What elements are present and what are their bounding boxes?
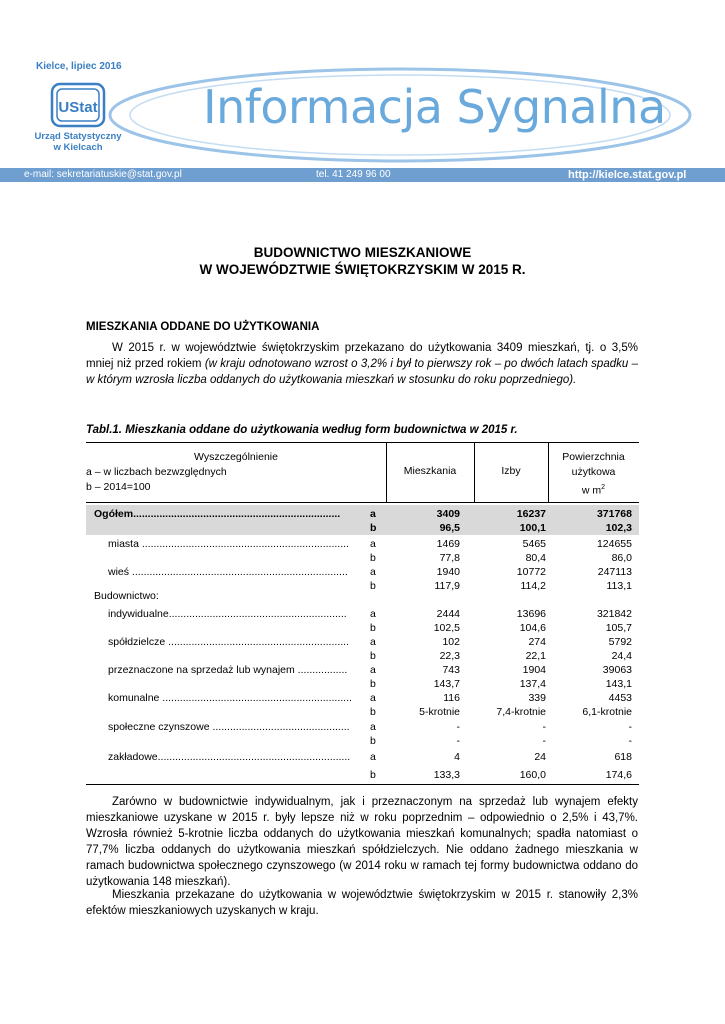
cell-powierzchnia-b: -	[628, 735, 632, 747]
logo-text: UStat	[58, 99, 98, 116]
cell-powierzchnia-a: 124655	[596, 538, 632, 550]
cell-mieszkania-b: 117,9	[434, 580, 460, 592]
table-row	[86, 748, 639, 784]
row-marker-b: b	[370, 678, 376, 690]
group-label: Budownictwo:	[94, 590, 159, 602]
cell-mieszkania-b: 102,5	[433, 622, 460, 634]
cell-powierzchnia-b: 113,1	[606, 580, 632, 592]
cell-izby-b: 7,4-krotnie	[496, 706, 546, 718]
cell-izby-b: 104,6	[519, 622, 546, 634]
cell-powierzchnia-a: 39063	[602, 664, 632, 676]
paragraph-3-text: Mieszkania przekazane do użytkowania w województwie świętokrzyskim w 2015 r. stanowiły 2,3% efektów mieszkaniowych uzyskanych w kraju.	[86, 889, 638, 917]
cell-izby-a: 10772	[516, 566, 546, 578]
cell-powierzchnia-b: 24,4	[611, 650, 632, 662]
header-col3-sup: 2	[601, 484, 606, 491]
row-label: społeczne czynszowe ...............................................	[108, 721, 350, 733]
cell-izby-b: 137,4	[519, 678, 546, 690]
cell-izby-a: 13696	[516, 608, 546, 620]
table-header-rule	[86, 502, 639, 503]
table-header	[86, 442, 639, 502]
section-heading: MIESZKANIA ODDANE DO UŻYTKOWANIA	[86, 321, 320, 333]
cell-izby-a: 24	[534, 751, 546, 763]
cell-mieszkania-b: 96,5	[439, 522, 460, 534]
row-marker-a: a	[370, 538, 376, 550]
cell-izby-b: -	[542, 735, 546, 747]
cell-mieszkania-a: 2444	[436, 608, 460, 620]
table-row	[86, 689, 639, 719]
cell-izby-a: 339	[528, 692, 546, 704]
row-label: zakładowe..................................................................	[108, 751, 351, 763]
row-marker-b: b	[370, 580, 376, 592]
cell-mieszkania-b: 143,7	[433, 678, 460, 690]
cell-powierzchnia-a: 618	[614, 751, 632, 763]
title-line-1: BUDOWNICTWO MIESZKANIOWE	[253, 245, 472, 260]
cell-izby-b: 80,4	[525, 552, 546, 564]
cell-mieszkania-a: 3409	[436, 508, 460, 520]
header-col3-line3	[548, 480, 639, 499]
paragraph-2-text: Zarówno w budownictwie indywidualnym, jak i przeznaczonym na sprzedaż lub wynajem efekty mieszkaniowe uzyskane w 2015 r. były lepsze niż w roku poprzednim – odpowiednio o 2,5% i 43,7%. Wzrosła również 5-krotnie liczba oddanych do użytkowania mieszkań komunalnych; spadła natomiast o 77,7% liczba oddanych do użytkowania mieszkań spółdzielczych. Nie oddano żadnego mieszkania w ramach budownictwa społecznego czynszowego (w 2014 roku w ramach tej formy budownictwa oddano do użytkowania 148 mieszkań).	[86, 796, 638, 888]
header-legend-b: b – 2014=100	[86, 481, 151, 493]
header-col3-line1: Powierzchnia	[562, 451, 625, 463]
contact-email[interactable]: e-mail: sekretariatuskie@stat.gov.pl	[24, 169, 182, 180]
cell-mieszkania-a: 1469	[436, 538, 460, 550]
cell-powierzchnia-a: 247113	[597, 566, 632, 578]
org-name	[20, 131, 136, 153]
row-marker-b: b	[370, 735, 376, 747]
cell-powierzchnia-b: 143,1	[605, 678, 632, 690]
row-label: indywidualne.............................................................	[108, 608, 347, 620]
cell-mieszkania-a: 4	[454, 751, 460, 763]
table-row	[86, 505, 639, 535]
cell-powierzchnia-b: 174,6	[605, 769, 632, 781]
row-marker-a: a	[370, 692, 376, 704]
page-header	[0, 0, 725, 190]
table-row	[86, 718, 639, 748]
row-marker-b: b	[370, 552, 376, 564]
cell-mieszkania-a: 1940	[436, 566, 460, 578]
row-marker-a: a	[370, 508, 376, 520]
org-line1: Urząd Statystyczny	[34, 131, 122, 142]
row-marker-b: b	[370, 650, 376, 662]
header-col3-line2: użytkowa	[571, 466, 616, 478]
cell-izby-b: 114,2	[520, 580, 546, 592]
cell-powierzchnia-a: 321842	[596, 608, 632, 620]
header-spec	[86, 450, 386, 495]
row-label: wieś ..........................................................................	[108, 566, 348, 578]
header-powierzchnia	[548, 450, 639, 499]
cell-mieszkania-b: -	[456, 735, 460, 747]
table-row	[86, 661, 639, 691]
title-line-2: W WOJEWÓDZTWIE ŚWIĘTOKRZYSKIM W 2015 R.	[199, 262, 526, 277]
cell-izby-a: 5465	[522, 538, 546, 550]
cell-mieszkania-a: 102	[442, 636, 460, 648]
contact-phone: tel. 41 249 96 00	[316, 169, 391, 180]
cell-mieszkania-a: -	[456, 721, 460, 733]
paragraph-2	[86, 794, 638, 890]
table-bottom-rule	[86, 784, 639, 785]
document-title	[0, 244, 725, 278]
publication-title: Informacja Sygnalna	[203, 80, 666, 134]
cell-powierzchnia-b: 86,0	[611, 552, 632, 564]
cell-powierzchnia-a: 4453	[608, 692, 632, 704]
cell-izby-b: 22,1	[525, 650, 546, 662]
table-row	[86, 563, 639, 593]
row-label: przeznaczone na sprzedaż lub wynajem .................	[108, 664, 348, 676]
row-marker-b: b	[370, 622, 376, 634]
cell-mieszkania-a: 743	[442, 664, 460, 676]
row-marker-a: a	[370, 566, 376, 578]
row-marker-b: b	[370, 769, 376, 781]
cell-powierzchnia-b: 102,3	[605, 522, 632, 534]
header-mieszkania: Mieszkania	[403, 465, 457, 477]
cell-izby-a: 1904	[522, 664, 546, 676]
cell-powierzchnia-a: 5792	[608, 636, 632, 648]
cell-powierzchnia-a: 371768	[596, 508, 632, 520]
row-label: spółdzielcze ..............................................................	[108, 636, 349, 648]
header-date: Kielce, lipiec 2016	[36, 61, 122, 72]
cell-izby-b: 160,0	[519, 769, 546, 781]
header-legend-a: a – w liczbach bezwzględnych	[86, 466, 227, 478]
table-row	[86, 605, 639, 635]
header-col3-unit: w m	[581, 484, 602, 497]
row-marker-a: a	[370, 721, 376, 733]
cell-mieszkania-b: 77,8	[439, 552, 460, 564]
row-label: komunalne .................................................................	[108, 692, 352, 704]
cell-mieszkania-b: 133,3	[433, 769, 460, 781]
row-label: miasta .......................................................................	[108, 538, 349, 550]
header-izby: Izby	[501, 465, 521, 477]
contact-bar	[0, 168, 725, 182]
cell-mieszkania-a: 116	[443, 692, 460, 704]
cell-izby-a: -	[542, 721, 546, 733]
cell-powierzchnia-a: -	[628, 721, 632, 733]
website-link[interactable]: http://kielce.stat.gov.pl	[568, 169, 687, 181]
paragraph-1-italic: (w kraju odnotowano wzrost o 3,2% i był to pierwszy rok – po dwóch latach spadku – w którym wzrosła liczba oddanych do użytkowania mieszkań w stosunku do roku poprzedniego).	[86, 358, 638, 386]
paragraph-1	[86, 340, 638, 388]
ustat-logo	[50, 82, 106, 128]
table-row	[86, 535, 639, 565]
org-line2: w Kielcach	[53, 142, 103, 153]
paragraph-3	[86, 887, 638, 919]
header-spec-title: Wyszczególnienie	[194, 451, 278, 463]
cell-izby-b: 100,1	[519, 522, 546, 534]
cell-izby-a: 16237	[516, 508, 546, 520]
table-caption: Tabl.1. Mieszkania oddane do użytkowania według form budownictwa w 2015 r.	[86, 424, 518, 436]
row-marker-a: a	[370, 608, 376, 620]
cell-powierzchnia-b: 105,7	[605, 622, 632, 634]
row-marker-a: a	[370, 636, 376, 648]
cell-mieszkania-b: 5-krotnie	[419, 706, 460, 718]
table-row	[86, 633, 639, 663]
row-label: Ogółem.......................................................................	[94, 508, 341, 520]
cell-powierzchnia-b: 6,1-krotnie	[582, 706, 632, 718]
paragraph-1-text: W 2015 r. w województwie świętokrzyskim przekazano do użytkowania 3409 mieszkań, tj. o 3,5% mniej niż przed rokiem	[86, 342, 638, 370]
row-marker-a: a	[370, 664, 376, 676]
cell-mieszkania-b: 22,3	[439, 650, 460, 662]
cell-izby-a: 274	[528, 636, 546, 648]
row-marker-b: b	[370, 706, 376, 718]
row-marker-b: b	[370, 522, 377, 534]
row-marker-a: a	[370, 751, 376, 763]
